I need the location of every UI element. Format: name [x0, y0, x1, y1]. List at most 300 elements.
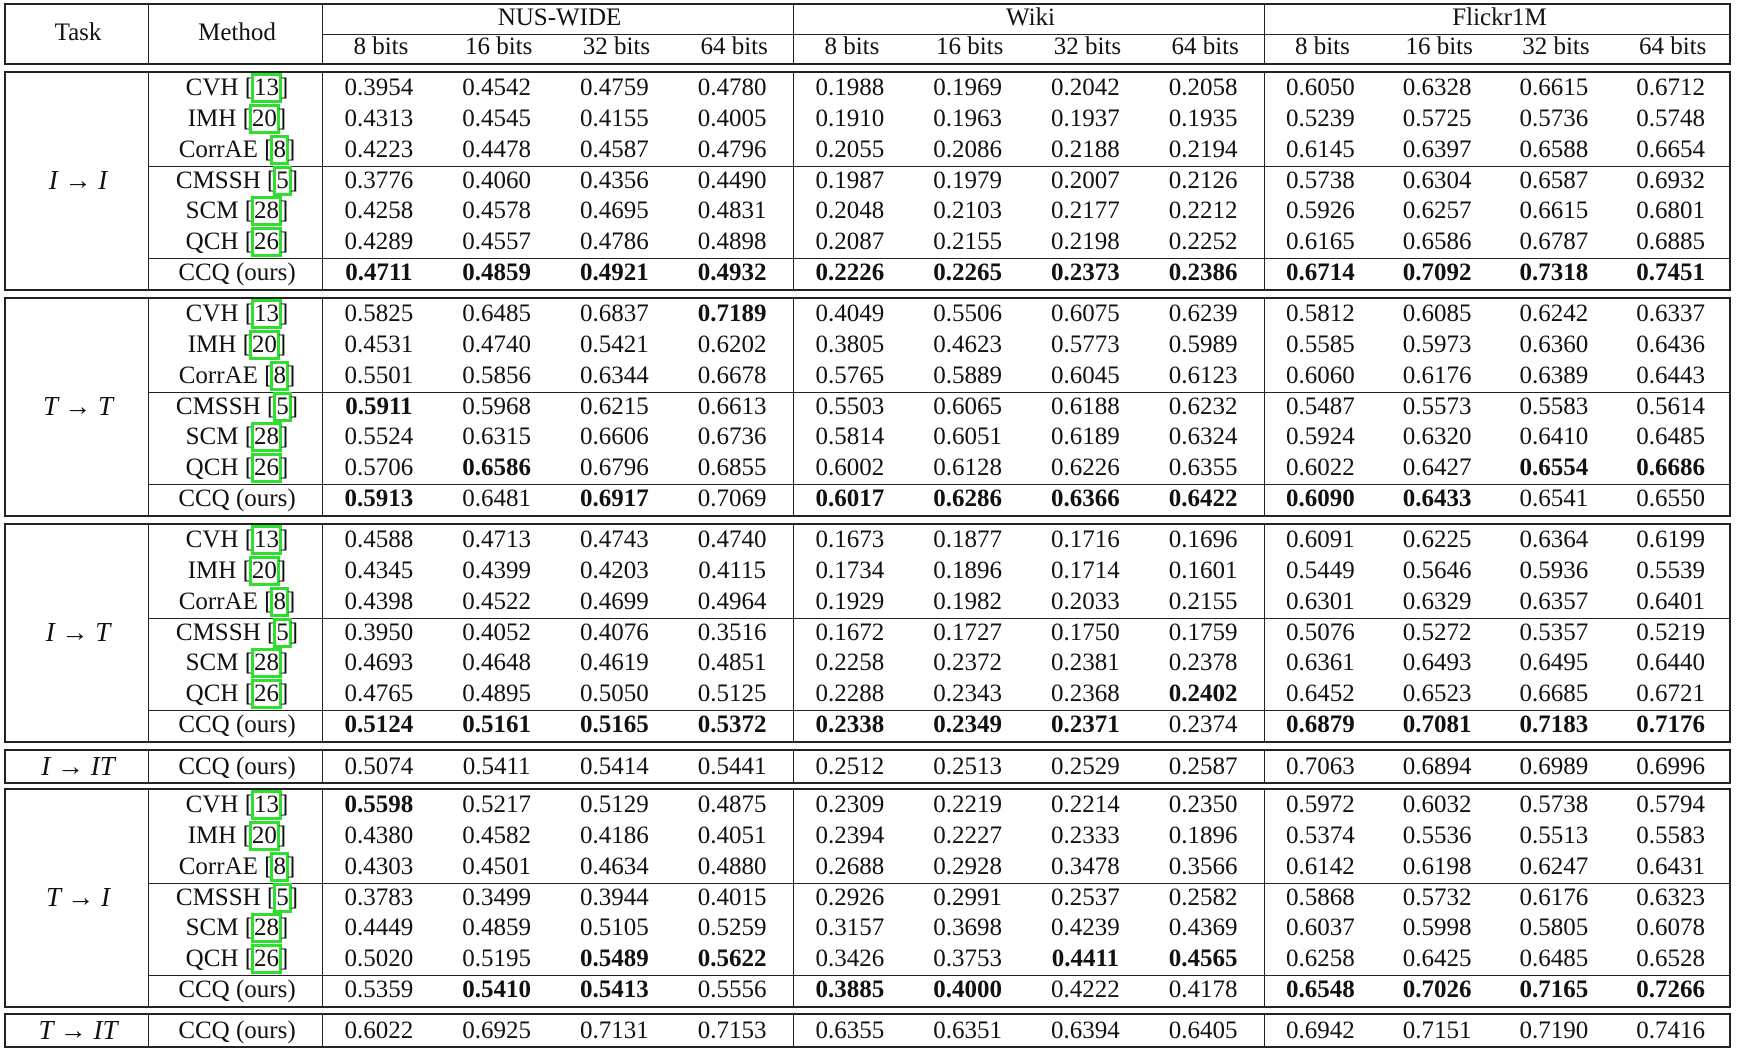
value-cell: 0.6225	[1402, 526, 1472, 553]
table-row	[6, 617, 1729, 648]
method-name	[150, 647, 324, 678]
method-name	[150, 751, 324, 782]
value-cell: 0.3776	[344, 166, 414, 194]
value-cell: 0.5501	[344, 361, 414, 389]
value-cell: 0.6550	[1636, 485, 1705, 513]
value-cell: 0.2086	[933, 135, 1002, 163]
value-cell: 0.4880	[697, 852, 767, 880]
value-cell: 0.5219	[1636, 618, 1705, 646]
value-cell: 0.2103	[933, 197, 1002, 225]
value-cell: 0.3783	[344, 883, 414, 911]
bracket-close: ]	[286, 361, 296, 389]
citation-link[interactable]: 20	[251, 556, 277, 584]
value-cell: 0.4051	[697, 821, 767, 849]
value-cell: 0.6258	[1286, 945, 1355, 973]
value-cell: 0.6145	[1286, 135, 1355, 163]
table-row	[6, 329, 1729, 360]
value-cell: 0.5889	[933, 361, 1002, 389]
bracket-open: [	[260, 166, 276, 194]
header-dataset-wiki: Wiki	[1006, 4, 1055, 31]
value-cell: 0.4399	[462, 556, 531, 584]
value-cell: 0.6165	[1286, 228, 1355, 256]
value-cell: 0.5421	[580, 330, 649, 358]
value-cell: 0.3954	[344, 74, 414, 101]
header-dataset-nus-wide: NUS-WIDE	[497, 4, 622, 31]
bracket-close: ]	[280, 74, 289, 101]
value-cell: 0.2587	[1168, 753, 1238, 780]
value-cell: 0.6801	[1636, 197, 1705, 225]
value-cell: 0.7131	[580, 1017, 649, 1044]
table-header	[4, 3, 1731, 65]
citation-link[interactable]: 13	[254, 74, 280, 101]
table-row	[6, 165, 1729, 196]
value-cell: 0.2350	[1168, 791, 1238, 818]
value-cell: 0.6045	[1051, 361, 1120, 389]
value-cell: 0.4565	[1168, 945, 1238, 973]
value-cell: 0.7151	[1402, 1017, 1472, 1044]
method-label: CCQ (ours)	[178, 976, 296, 1004]
value-cell: 0.3753	[933, 945, 1002, 973]
value-cell: 0.5583	[1636, 821, 1705, 849]
bracket-close: ]	[277, 556, 287, 584]
method-name	[150, 820, 324, 851]
value-cell: 0.6721	[1636, 680, 1705, 708]
value-cell: 0.4699	[580, 587, 649, 615]
method-label: IMH	[187, 556, 237, 584]
value-cell: 0.2402	[1168, 680, 1238, 708]
bracket-open: [	[238, 526, 254, 553]
citation-link[interactable]: 20	[251, 330, 277, 358]
value-cell: 0.6989	[1519, 753, 1589, 780]
value-cell: 0.5812	[1286, 300, 1355, 327]
table-row	[6, 751, 1729, 782]
citation-link[interactable]: 5	[276, 392, 289, 420]
value-cell: 0.3499	[462, 883, 531, 911]
method-label: SCM	[185, 423, 239, 451]
bracket-close: ]	[277, 104, 287, 132]
value-cell: 0.6328	[1402, 74, 1472, 101]
value-cell: 0.1734	[815, 556, 885, 584]
header-bits: 64 bits	[1171, 33, 1239, 60]
value-cell: 0.5998	[1402, 914, 1472, 942]
value-cell: 0.6351	[933, 1017, 1002, 1044]
value-cell: 0.6085	[1402, 300, 1472, 327]
table-row	[6, 709, 1729, 740]
citation-link[interactable]: 8	[273, 135, 286, 163]
citation-link[interactable]: 20	[251, 104, 277, 132]
header-bits: 32 bits	[1522, 33, 1590, 60]
task-block	[4, 749, 1731, 784]
value-cell: 0.1673	[815, 526, 885, 553]
method-label: IMH	[187, 330, 237, 358]
value-cell: 0.5105	[580, 914, 649, 942]
bracket-open: [	[238, 300, 254, 327]
value-cell: 0.5622	[697, 945, 767, 973]
value-cell: 0.2033	[1051, 587, 1120, 615]
value-cell: 0.6232	[1168, 392, 1238, 420]
value-cell: 0.4531	[344, 330, 414, 358]
value-cell: 0.4875	[697, 791, 767, 818]
value-cell: 0.4222	[1051, 976, 1120, 1004]
value-cell: 0.4356	[580, 166, 649, 194]
value-cell: 0.1696	[1168, 526, 1238, 553]
value-cell: 0.5374	[1286, 821, 1355, 849]
value-cell: 0.7416	[1636, 1017, 1705, 1044]
header-bits: 32 bits	[1053, 33, 1122, 60]
value-cell: 0.6528	[1636, 945, 1705, 973]
citation-link[interactable]: 8	[273, 852, 286, 880]
method-name	[150, 421, 324, 452]
value-cell: 0.6925	[462, 1017, 531, 1044]
method-name	[150, 165, 324, 196]
value-cell: 0.6586	[1402, 228, 1472, 256]
value-cell: 0.5646	[1402, 556, 1472, 584]
value-cell: 0.6796	[580, 454, 649, 482]
value-cell: 0.5161	[462, 711, 531, 739]
value-cell: 0.5050	[580, 680, 649, 708]
value-cell: 0.5513	[1519, 821, 1589, 849]
citation-link[interactable]: 26	[254, 228, 280, 256]
value-cell: 0.7081	[1402, 711, 1472, 739]
method-name	[150, 483, 324, 514]
value-cell: 0.1716	[1051, 526, 1120, 553]
method-name	[150, 943, 324, 974]
value-cell: 0.4049	[815, 300, 885, 327]
bracket-close: ]	[280, 197, 289, 225]
method-name	[150, 1015, 324, 1046]
bracket-open: [	[236, 104, 251, 132]
value-cell: 0.4313	[344, 104, 414, 132]
citation-link[interactable]: 20	[251, 821, 277, 849]
citation-link[interactable]: 28	[254, 649, 280, 677]
value-cell: 0.6128	[933, 454, 1002, 482]
value-cell: 0.6366	[1051, 485, 1120, 513]
value-cell: 0.2309	[815, 791, 885, 818]
table-row	[6, 298, 1729, 329]
citation-link[interactable]: 5	[276, 883, 289, 911]
method-label: SCM	[185, 914, 239, 942]
value-cell: 0.6320	[1402, 423, 1472, 451]
value-cell: 0.4258	[344, 197, 414, 225]
value-cell: 0.4178	[1168, 976, 1238, 1004]
value-cell: 0.1759	[1168, 618, 1238, 646]
table-row	[6, 882, 1729, 913]
method-name	[150, 360, 324, 391]
value-cell: 0.6405	[1168, 1017, 1238, 1044]
value-cell: 0.2394	[815, 821, 885, 849]
value-cell: 0.6485	[1636, 423, 1705, 451]
value-cell: 0.1935	[1168, 104, 1238, 132]
value-cell: 0.4203	[580, 556, 649, 584]
bracket-close: ]	[280, 228, 289, 256]
value-cell: 0.6586	[462, 454, 531, 482]
citation-link[interactable]: 8	[273, 361, 286, 389]
bracket-open: [	[238, 423, 254, 451]
header-bits: 64 bits	[1638, 33, 1707, 60]
bracket-open: [	[238, 791, 254, 818]
value-cell: 0.6431	[1636, 852, 1705, 880]
value-cell: 0.6541	[1519, 485, 1589, 513]
value-cell: 0.5773	[1051, 330, 1120, 358]
value-cell: 0.2368	[1051, 680, 1120, 708]
value-cell: 0.2371	[1051, 711, 1120, 739]
table-row	[6, 524, 1729, 555]
value-cell: 0.2155	[933, 228, 1002, 256]
value-cell: 0.5868	[1286, 883, 1355, 911]
value-cell: 0.2214	[1051, 791, 1120, 818]
value-cell: 0.5585	[1286, 330, 1355, 358]
value-cell: 0.5539	[1636, 556, 1705, 584]
value-cell: 0.4015	[697, 883, 767, 911]
method-name	[150, 586, 324, 617]
table-row	[6, 195, 1729, 226]
method-name	[150, 709, 324, 740]
value-cell: 0.5926	[1286, 197, 1355, 225]
value-cell: 0.4831	[697, 197, 767, 225]
value-cell: 0.2349	[933, 711, 1002, 739]
bracket-close: ]	[280, 649, 289, 677]
bracket-close: ]	[280, 680, 289, 708]
value-cell: 0.1750	[1051, 618, 1120, 646]
table-row	[6, 647, 1729, 678]
method-label: CCQ (ours)	[178, 711, 296, 739]
value-cell: 0.2042	[1051, 74, 1120, 101]
bracket-open: [	[238, 197, 254, 225]
value-cell: 0.3944	[580, 883, 649, 911]
value-cell: 0.4557	[462, 228, 531, 256]
value-cell: 0.1896	[933, 556, 1002, 584]
value-cell: 0.2338	[815, 711, 885, 739]
value-cell: 0.5506	[933, 300, 1002, 327]
value-cell: 0.3566	[1168, 852, 1238, 880]
header-dataset-flickr1m: Flickr1M	[1452, 4, 1547, 31]
value-cell: 0.6389	[1519, 361, 1589, 389]
bracket-close: ]	[280, 945, 289, 973]
value-cell: 0.2252	[1168, 228, 1238, 256]
value-cell: 0.6654	[1636, 135, 1705, 163]
value-cell: 0.2926	[815, 883, 885, 911]
method-label: CCQ (ours)	[178, 753, 296, 780]
value-cell: 0.5614	[1636, 392, 1705, 420]
value-cell: 0.6712	[1636, 74, 1705, 101]
table-row	[6, 820, 1729, 851]
value-cell: 0.4411	[1051, 945, 1120, 973]
table-row	[6, 912, 1729, 943]
bracket-open: [	[238, 454, 254, 482]
value-cell: 0.3885	[815, 976, 885, 1004]
value-cell: 0.6247	[1519, 852, 1589, 880]
citation-link[interactable]: 8	[273, 587, 286, 615]
value-cell: 0.5825	[344, 300, 414, 327]
value-cell: 0.5411	[462, 753, 531, 780]
value-cell: 0.5524	[344, 423, 414, 451]
value-cell: 0.4398	[344, 587, 414, 615]
method-label: CorrAE	[178, 587, 258, 615]
value-cell: 0.4859	[462, 259, 531, 287]
method-label: IMH	[187, 104, 237, 132]
method-label: CMSSH	[175, 618, 261, 646]
method-label: CMSSH	[175, 166, 261, 194]
value-cell: 0.5725	[1402, 104, 1472, 132]
value-cell: 0.6022	[1286, 454, 1355, 482]
method-label: CCQ (ours)	[178, 259, 296, 287]
value-cell: 0.2513	[933, 753, 1002, 780]
value-cell: 0.5748	[1636, 104, 1705, 132]
value-cell: 0.4000	[933, 976, 1002, 1004]
citation-link[interactable]: 26	[254, 680, 280, 708]
citation-link[interactable]: 26	[254, 454, 280, 482]
value-cell: 0.4478	[462, 135, 531, 163]
value-cell: 0.2007	[1051, 166, 1120, 194]
table-row	[6, 391, 1729, 422]
value-cell: 0.1877	[933, 526, 1002, 553]
citation-link[interactable]: 28	[254, 914, 280, 942]
value-cell: 0.2258	[815, 649, 885, 677]
value-cell: 0.5195	[462, 945, 531, 973]
value-cell: 0.5359	[344, 976, 414, 1004]
method-label: SCM	[185, 197, 239, 225]
value-cell: 0.6176	[1519, 883, 1589, 911]
value-cell: 0.2537	[1051, 883, 1120, 911]
method-label: CVH	[185, 300, 239, 327]
value-cell: 0.4522	[462, 587, 531, 615]
value-cell: 0.6301	[1286, 587, 1355, 615]
value-cell: 0.2343	[933, 680, 1002, 708]
value-cell: 0.7451	[1636, 259, 1705, 287]
value-cell: 0.4619	[580, 649, 649, 677]
value-cell: 0.2058	[1168, 74, 1238, 101]
value-cell: 0.1979	[933, 166, 1002, 194]
header-bits: 32 bits	[582, 33, 651, 60]
value-cell: 0.2378	[1168, 649, 1238, 677]
value-cell: 0.6410	[1519, 423, 1589, 451]
bracket-open: [	[236, 556, 251, 584]
method-label: CorrAE	[178, 852, 258, 880]
method-name	[150, 226, 324, 257]
value-cell: 0.6548	[1286, 976, 1355, 1004]
method-name	[150, 195, 324, 226]
header-task: Task	[54, 19, 102, 46]
value-cell: 0.6615	[1519, 197, 1589, 225]
bracket-open: [	[260, 392, 276, 420]
value-cell: 0.6523	[1402, 680, 1472, 708]
value-cell: 0.4713	[462, 526, 531, 553]
value-cell: 0.1910	[815, 104, 885, 132]
method-label: QCH	[185, 228, 239, 256]
value-cell: 0.3426	[815, 945, 885, 973]
value-cell: 0.6495	[1519, 649, 1589, 677]
value-cell: 0.6485	[1519, 945, 1589, 973]
value-cell: 0.2374	[1168, 711, 1238, 739]
value-cell: 0.4060	[462, 166, 531, 194]
value-cell: 0.3805	[815, 330, 885, 358]
value-cell: 0.5814	[815, 423, 885, 451]
method-label: CMSSH	[175, 392, 261, 420]
value-cell: 0.6397	[1402, 135, 1472, 163]
value-cell: 0.7318	[1519, 259, 1589, 287]
value-cell: 0.5598	[344, 791, 414, 818]
value-cell: 0.5973	[1402, 330, 1472, 358]
table-row	[6, 452, 1729, 483]
value-cell: 0.6032	[1402, 791, 1472, 818]
value-cell: 0.5911	[345, 392, 413, 420]
value-cell: 0.5924	[1286, 423, 1355, 451]
value-cell: 0.6199	[1636, 526, 1705, 553]
header-bits: 8 bits	[824, 33, 880, 60]
citation-link[interactable]: 13	[254, 791, 280, 818]
value-cell: 0.2381	[1051, 649, 1120, 677]
value-cell: 0.6361	[1286, 649, 1355, 677]
value-cell: 0.5372	[697, 711, 767, 739]
header-bits: 64 bits	[700, 33, 768, 60]
value-cell: 0.6037	[1286, 914, 1355, 942]
method-name	[150, 851, 324, 882]
citation-link[interactable]: 13	[254, 300, 280, 327]
value-cell: 0.2212	[1168, 197, 1238, 225]
task-label: I → I	[48, 165, 108, 195]
table-row	[6, 483, 1729, 514]
value-cell: 0.6324	[1168, 423, 1238, 451]
value-cell: 0.5239	[1286, 104, 1355, 132]
value-cell: 0.4921	[580, 259, 649, 287]
citation-link[interactable]: 5	[276, 166, 289, 194]
value-cell: 0.3698	[933, 914, 1002, 942]
bracket-close: ]	[280, 423, 289, 451]
method-label: CCQ (ours)	[178, 485, 296, 513]
citation-link[interactable]: 28	[254, 423, 280, 451]
value-cell: 0.6837	[580, 300, 649, 327]
method-name	[150, 678, 324, 709]
method-name	[150, 452, 324, 483]
value-cell: 0.2265	[933, 259, 1002, 287]
value-cell: 0.5449	[1286, 556, 1355, 584]
value-cell: 0.6678	[697, 361, 767, 389]
value-cell: 0.5487	[1286, 392, 1355, 420]
value-cell: 0.1969	[933, 74, 1002, 101]
method-name	[150, 789, 324, 820]
method-label: QCH	[185, 680, 239, 708]
value-cell: 0.1929	[815, 587, 885, 615]
citation-link[interactable]: 26	[254, 945, 280, 973]
method-name	[150, 617, 324, 648]
value-cell: 0.4369	[1168, 914, 1238, 942]
bracket-close: ]	[286, 135, 296, 163]
task-block	[4, 71, 1731, 291]
value-cell: 0.4303	[344, 852, 414, 880]
value-cell: 0.4780	[697, 74, 767, 101]
bracket-open: [	[236, 330, 251, 358]
value-cell: 0.6189	[1051, 423, 1120, 451]
citation-link[interactable]: 28	[254, 197, 280, 225]
value-cell: 0.5020	[344, 945, 414, 973]
value-cell: 0.4052	[462, 618, 531, 646]
value-cell: 0.6942	[1286, 1017, 1355, 1044]
value-cell: 0.2529	[1051, 753, 1120, 780]
value-cell: 0.6017	[815, 485, 885, 513]
table-row	[6, 974, 1729, 1005]
value-cell: 0.4859	[462, 914, 531, 942]
bracket-close: ]	[289, 166, 299, 194]
citation-link[interactable]: 5	[276, 618, 289, 646]
value-cell: 0.6685	[1519, 680, 1589, 708]
value-cell: 0.5913	[344, 485, 414, 513]
citation-link[interactable]: 13	[254, 526, 280, 553]
value-cell: 0.4634	[580, 852, 649, 880]
bracket-close: ]	[280, 454, 289, 482]
value-cell: 0.2126	[1168, 166, 1238, 194]
value-cell: 0.6286	[933, 485, 1002, 513]
method-name	[150, 555, 324, 586]
